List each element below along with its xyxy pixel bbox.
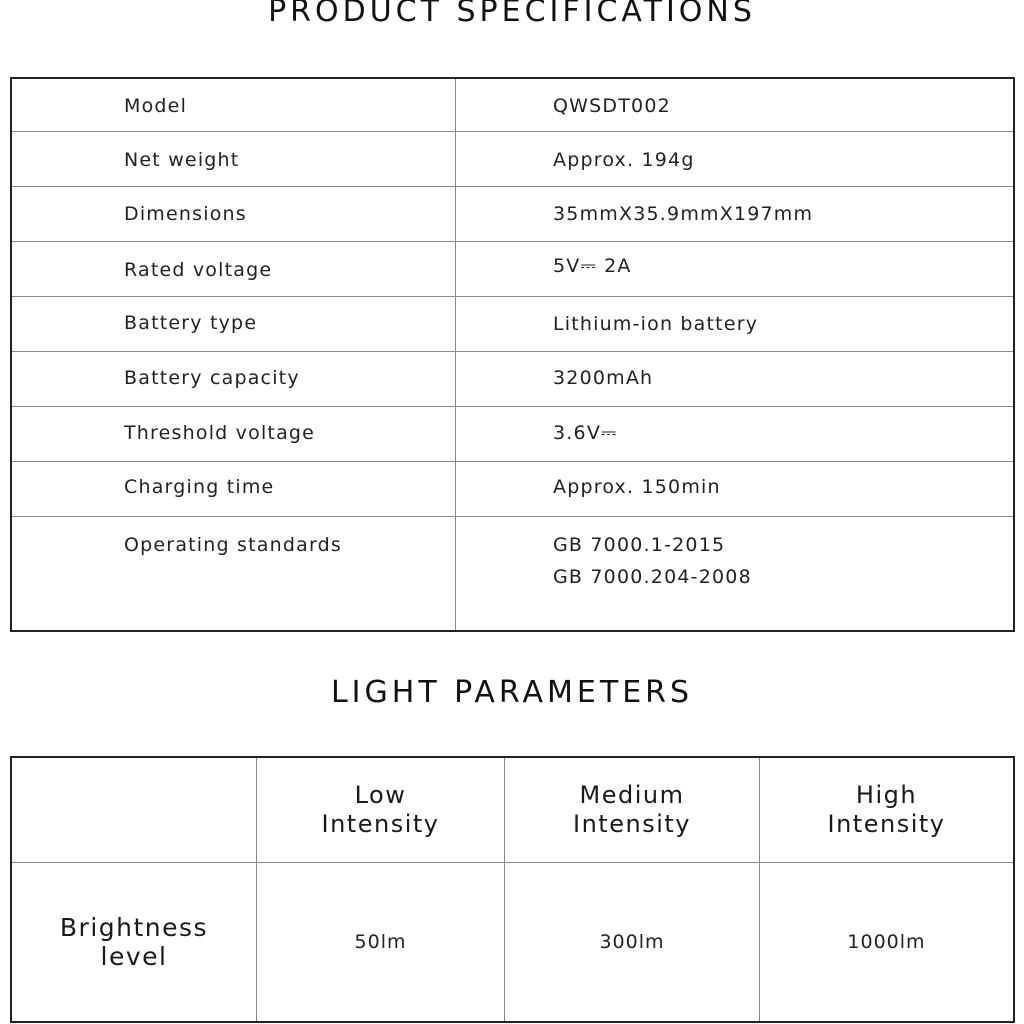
spec-row-net-weight [12,132,1013,187]
column-header-line: Intensity [321,810,440,838]
spec-row-battery-capacity [12,352,1013,407]
spec-row-dimensions [12,187,1013,242]
spec-row-model [12,79,1013,132]
spec-value-line: GB 7000.204-2008 [553,566,752,588]
spec-label: Model [124,95,188,117]
column-header-line: Low [354,781,407,809]
spec-label: Net weight [124,149,240,171]
spec-label: Threshold voltage [124,422,316,444]
column-header-medium-intensity [505,758,759,862]
spec-value: Approx. 194g [553,149,695,171]
column-header-line: Medium [579,781,685,809]
row-header-brightness-level [12,863,256,1021]
spec-label: Operating standards [124,534,343,556]
column-header-line: Intensity [827,810,946,838]
spec-value: 35mmX35.9mmX197mm [553,203,814,225]
spec-label: Dimensions [124,203,247,225]
row-header-line: Brightness [59,913,209,942]
spec-label: Battery type [124,312,258,334]
spec-label: Rated voltage [124,259,273,281]
spec-value: Approx. 150min [553,476,721,498]
spec-row-operating-standards [12,517,1013,630]
spec-label: Battery capacity [124,367,300,389]
spec-row-rated-voltage [12,242,1013,297]
light-parameters-title: LIGHT PARAMETERS [330,675,694,710]
spec-value: 3.6V⎓ [553,422,618,444]
spec-row-battery-type [12,297,1013,352]
spec-value: QWSDT002 [553,95,671,117]
product-specifications-table [10,77,1015,632]
spec-value: 5V⎓ 2A [553,255,632,277]
row-header-line: level [100,942,168,971]
brightness-medium-value: 300lm [599,931,665,953]
spec-value-line: GB 7000.1-2015 [553,534,726,556]
brightness-high-value: 1000lm [847,931,926,953]
column-header-line: Intensity [573,810,691,838]
spec-label: Charging time [124,476,275,498]
light-parameters-table [10,756,1015,1023]
spec-row-charging-time [12,462,1013,517]
brightness-low-value: 50lm [354,931,407,953]
spec-value-multiline [553,534,752,588]
column-header-low-intensity [257,758,504,862]
product-specifications-title: PRODUCT SPECIFICATIONS [268,0,756,29]
column-header-high-intensity [760,758,1013,862]
column-header-line: High [855,781,918,809]
spec-value: 3200mAh [553,367,654,389]
empty-header-cell [12,758,256,862]
spec-value: Lithium-ion battery [553,313,759,335]
spec-row-threshold-voltage [12,407,1013,462]
